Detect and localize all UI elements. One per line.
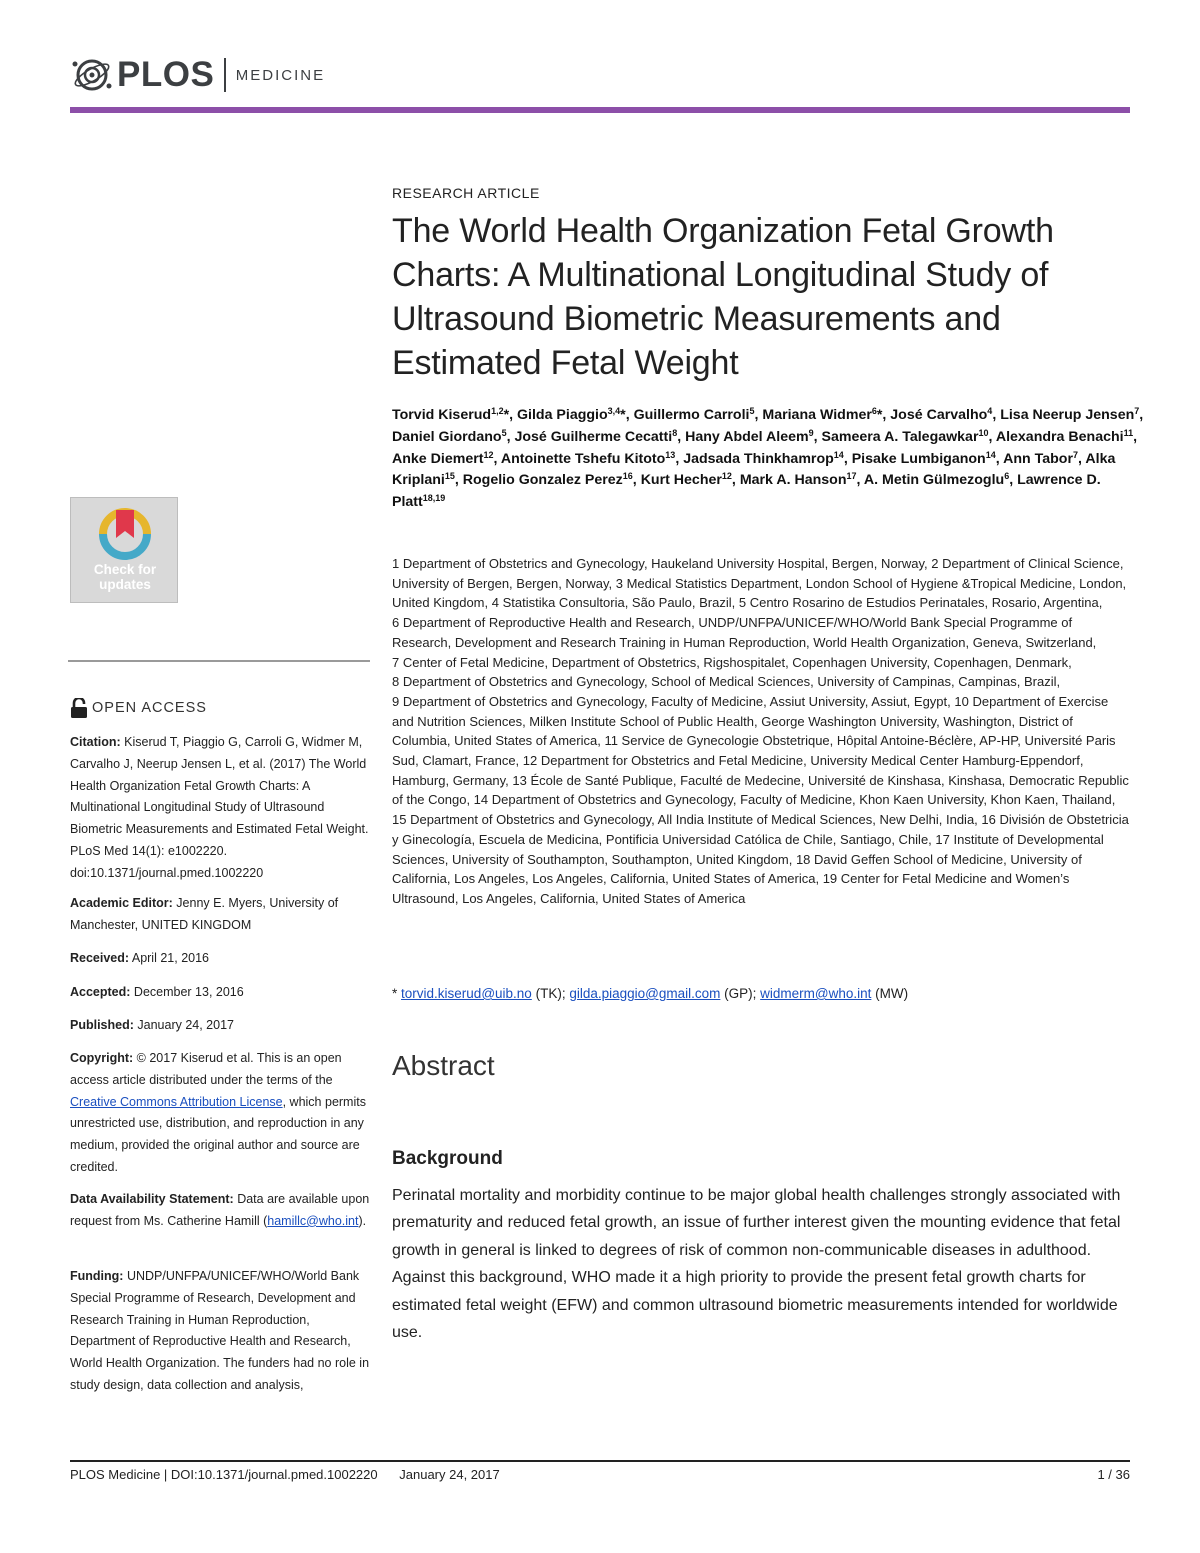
affiliation-text: Centro Rosarino de Estudios Perinatales, Rosario, Argentina, <box>749 595 1103 611</box>
affiliation-number: 8 <box>392 674 403 690</box>
author-affiliation-sup: 7 <box>1134 406 1140 416</box>
author-name[interactable]: Lawrence D. Platt$^{18,19}$ <box>392 472 1101 511</box>
affiliation-item <box>739 595 1102 610</box>
background-paragraph: Perinatal mortality and morbidity continue to be major global health challenges strongly associated with prematurity and reduced fetal growth, an issue of further interest given the mounting evidence that fetal growth in general is linked to degrees of risk of common non-communicable diseases in adulthood. Against this background, WHO made it a high priority to provide the present fetal growth charts for estimated fetal weight (EFW) and common ultrasound biometric measurements intended for worldwide use. <box>392 1187 1121 1342</box>
author-name[interactable]: Torvid Kiserud$^{1,2}$* <box>392 406 510 423</box>
author-name[interactable]: Antoinette Tshefu Kitoto$^{13}$ <box>500 449 676 467</box>
email-link-gp[interactable]: gilda.piaggio@gmail.com <box>569 986 721 1001</box>
affiliation-text: Department of Clinical Science, University of Bergen, Bergen, Norway, <box>392 556 1124 591</box>
check-for-updates-badge[interactable] <box>70 497 178 603</box>
author-affiliation-sup: 5 <box>501 427 507 438</box>
author-affiliation-sup: 10 <box>978 427 989 438</box>
affiliation-text: Department for Obstetrics and Fetal Medicine, University Medical Center Hamburg-Eppendorf, Hamburg, Germany, <box>392 753 1084 788</box>
published-date: January 24, 2017 <box>137 1018 234 1032</box>
author-name[interactable]: Ann Tabor$^7$ <box>1003 449 1079 467</box>
affiliation-text: David Geffen School of Medicine, University of California, Los Angeles, Los Angeles, California, United States of America, <box>392 851 1082 887</box>
affiliation-text: División de Obstetricia y Ginecología, Escuela de Medicina, Pontificia Universidad Católica de Chile, Santiago, Chile, <box>392 812 1129 847</box>
author-name[interactable]: Hany Abdel Aleem$^9$ <box>685 427 814 445</box>
affiliation-number: 16 <box>981 812 1000 828</box>
author-affiliation-sup: 6 <box>871 406 877 416</box>
received-block <box>70 948 370 970</box>
footer-doi: PLOS Medicine | DOI:10.1371/journal.pmed.1002220 <box>70 1467 378 1482</box>
affiliation-list <box>392 554 1132 909</box>
affiliation-number: 11 <box>604 733 622 749</box>
data-contact-email-link[interactable]: hamillc@who.int <box>267 1213 359 1228</box>
affiliation-number: 2 <box>931 556 943 571</box>
author-affiliation-sup: 18,19 <box>422 493 446 504</box>
journal-name: MEDICINE <box>235 67 326 84</box>
received-date: April 21, 2016 <box>131 951 209 965</box>
open-lock-icon <box>70 698 88 718</box>
published-label: Published: <box>70 1018 134 1032</box>
received-label: Received: <box>70 951 130 965</box>
affiliation-number: 17 <box>935 831 954 847</box>
author-name[interactable]: Mariana Widmer$^6$* <box>762 406 883 423</box>
accepted-block <box>70 982 370 1004</box>
affiliation-item <box>392 655 1072 670</box>
email-tag-gp: (GP); <box>724 986 757 1001</box>
email-tag-tk: (TK); <box>535 986 566 1001</box>
corresponding-author-mark: * <box>620 407 626 423</box>
open-access-badge <box>70 698 207 718</box>
affiliation-text: Institute of Developmental Sciences, University of Southampton, Southampton, United Kingdom, <box>392 831 1104 867</box>
affiliation-number: 13 <box>512 772 531 788</box>
affiliation-number: 3 <box>615 575 627 591</box>
author-name[interactable]: Mark A. Hanson$^{17}$ <box>739 471 857 489</box>
author-affiliation-sup: 6 <box>1004 471 1010 482</box>
footer-rule <box>70 1460 1130 1462</box>
affiliation-number: 10 <box>954 693 973 709</box>
author-affiliation-sup: 5 <box>749 406 755 416</box>
academic-editor-label: Academic Editor: <box>70 896 173 910</box>
crossmark-label: Check for updates <box>93 562 157 592</box>
affiliation-number: 14 <box>473 792 492 808</box>
affiliation-text: Department of Obstetrics and Gynecology, Faculty of Medicine, Assiut University, Assiut, Egypt, <box>402 693 955 709</box>
author-name[interactable]: Jadsada Thinkhamrop$^{14}$ <box>683 449 844 467</box>
author-name[interactable]: Rogelio Gonzalez Perez$^{16}$ <box>462 471 633 489</box>
affiliation-item <box>492 595 739 610</box>
article-title: The World Health Organization Fetal Growth Charts: A Multinational Longitudinal Study of Ultrasound Biometric Measurements and Estimated Fetal Weight <box>392 212 1054 382</box>
author-affiliation-sup: 17 <box>846 471 857 482</box>
author-affiliation-sup: 12 <box>721 471 732 482</box>
affiliation-text: Statistika Consultoria, São Paulo, Brazil, <box>502 595 739 611</box>
affiliation-item <box>474 792 1116 807</box>
plos-logo[interactable] <box>70 54 325 96</box>
affiliation-text: École de Santé Publique, Faculté de Medecine, Université de Kinshasa, Kinshasa, Democratic Republic of the Congo, <box>392 772 1129 808</box>
author-affiliation-sup: 12 <box>483 449 494 460</box>
affiliation-number: 9 <box>392 693 403 709</box>
author-name[interactable]: Anke Diemert$^{12}$ <box>392 449 494 467</box>
author-affiliation-sup: 14 <box>833 449 844 460</box>
data-availability-end: ). <box>358 1213 367 1228</box>
crossmark-icon <box>71 498 179 562</box>
copyright-block <box>70 1048 370 1179</box>
author-name[interactable]: Pisake Lumbiganon$^{14}$ <box>851 449 996 467</box>
funding-block <box>70 1266 370 1397</box>
data-availability-block <box>70 1189 370 1233</box>
author-affiliation-sup: 16 <box>622 471 633 482</box>
data-availability-label: Data Availability Statement: <box>70 1192 234 1206</box>
author-name[interactable]: Guillermo Carroli$^5$ <box>633 406 755 423</box>
header-rule <box>70 107 1130 113</box>
copyright-text-end: , which permits unrestricted use, distribution, and reproduction in any medium, provided the original author and source are credited. <box>70 1094 366 1174</box>
email-link-tk[interactable]: torvid.kiserud@uib.no <box>401 986 532 1001</box>
affiliation-number: 7 <box>392 654 403 670</box>
corresponding-star: * <box>392 986 398 1001</box>
logo-divider <box>224 58 226 92</box>
affiliation-item <box>392 812 981 827</box>
email-tag-mw: (MW) <box>875 986 909 1001</box>
affiliation-text: Department of Obstetrics and Gynecology, Faculty of Medicine, Khon Kaen University, Khon Kaen, Thailand, <box>491 792 1116 808</box>
affiliation-text: Department of Obstetrics and Gynecology, All India Institute of Medical Sciences, New Delhi, India, <box>410 812 982 828</box>
author-name[interactable]: Gilda Piaggio$^{3,4}$* <box>517 406 626 423</box>
affiliation-number: 12 <box>522 753 541 769</box>
published-block <box>70 1015 370 1037</box>
sidebar-rule <box>68 660 370 662</box>
author-affiliation-sup: 11 <box>1123 427 1134 438</box>
author-name[interactable]: A. Metin Gülmezoglu$^6$ <box>863 471 1010 489</box>
footer-date: January 24, 2017 <box>399 1467 500 1482</box>
affiliation-number: 15 <box>392 812 411 828</box>
affiliation-text: Department of Reproductive Health and Research, UNDP/UNFPA/UNICEF/WHO/World Bank Special Programme of Research, Development and Research Training in Human Reproduction, World Health Organization, Geneva, Switzerland, <box>392 615 1097 650</box>
copyright-text: © 2017 Kiserud et al. This is an open access article distributed under the terms of the <box>70 1051 342 1087</box>
background-heading: Background <box>392 1148 503 1169</box>
author-name[interactable]: José Guilherme Cecatti$^8$ <box>514 427 678 445</box>
affiliation-number: 1 <box>392 556 403 571</box>
academic-editor-block <box>70 893 370 937</box>
open-access-label: OPEN ACCESS <box>92 700 207 716</box>
citation-label: Citation: <box>70 735 121 749</box>
citation-text: Kiserud T, Piaggio G, Carroli G, Widmer M, Carvalho J, Neerup Jensen L, et al. (2017) The World Health Organization Fetal Growth Charts: A Multinational Longitudinal Study of Ultrasound Biometric Measurements and Estimated Fetal Weight. PLoS Med 14(1): e1002220. doi:10.1371/journal.pmed.1002220 <box>70 735 369 880</box>
accepted-date: December 13, 2016 <box>133 985 244 999</box>
citation-block <box>70 732 370 885</box>
affiliation-number: 5 <box>738 595 750 611</box>
copyright-label: Copyright: <box>70 1051 134 1065</box>
email-link-mw[interactable]: widmerm@who.int <box>760 986 872 1001</box>
affiliation-item <box>392 694 954 709</box>
plos-wordmark: PLOS <box>117 55 215 94</box>
affiliation-text: Medical Statistics Department, London School of Hygiene &Tropical Medicine, London, United Kingdom, <box>392 575 1127 611</box>
affiliation-item <box>392 556 931 571</box>
author-affiliation-sup: 9 <box>808 427 814 438</box>
author-name[interactable]: Daniel Giordano$^5$ <box>392 427 507 445</box>
affiliation-item <box>392 615 1096 650</box>
author-affiliation-sup: 4 <box>987 406 993 416</box>
affiliation-text: Center for Fetal Medicine and Women’s Ultrasound, Los Angeles, California, United States of America <box>392 871 1070 906</box>
affiliation-number: 18 <box>795 851 815 867</box>
author-name[interactable]: José Carvalho$^4$ <box>890 406 993 423</box>
corresponding-author-mark: * <box>876 407 883 423</box>
author-affiliation-sup: 3,4 <box>607 406 621 416</box>
data-availability-text: Data are available upon request from Ms. Catherine Hamill ( <box>70 1192 370 1228</box>
affiliation-number: 19 <box>822 871 841 887</box>
affiliation-text: Service de Gynecologie Obstetrique, Hôpital Antoine-Béclère, AP-HP, Université Paris Sud, Clamart, France, <box>392 733 1116 769</box>
affiliation-number: 6 <box>392 615 403 631</box>
article-type: RESEARCH ARTICLE <box>392 185 540 201</box>
affiliation-text: Department of Exercise and Nutrition Sciences, Milken Institute School of Public Health, George Washington University, Washington, District of Columbia, United States of America, <box>392 693 1109 749</box>
abstract-heading: Abstract <box>392 1050 495 1081</box>
corresponding-author-mark: * <box>503 407 510 423</box>
author-name[interactable]: Kurt Hecher$^{12}$ <box>640 471 732 489</box>
funding-label: Funding: <box>70 1269 124 1283</box>
accepted-label: Accepted: <box>70 985 131 999</box>
author-affiliation-sup: 7 <box>1073 449 1079 460</box>
academic-editor-text: Jenny E. Myers, University of Manchester, UNITED KINGDOM <box>70 896 339 932</box>
footer-citation <box>70 1467 500 1482</box>
author-name[interactable]: Sameera A. Talegawkar$^{10}$ <box>821 427 989 445</box>
page-number: 1 / 36 <box>1097 1467 1130 1482</box>
author-affiliation-sup: 15 <box>444 471 455 482</box>
affiliation-text: Department of Obstetrics and Gynecology, School of Medical Sciences, University of Campinas, Campinas, Brazil, <box>402 674 1061 690</box>
author-name[interactable]: Alka Kriplani$^{15}$ <box>392 450 1116 489</box>
author-affiliation-sup: 1,2 <box>491 406 504 416</box>
author-name[interactable]: Lisa Neerup Jensen$^7$ <box>1000 406 1140 423</box>
affiliation-text: Center of Fetal Medicine, Department of Obstetrics, Rigshospitalet, Copenhagen University, Copenhagen, Denmark, <box>402 654 1072 670</box>
affiliation-item <box>392 674 1060 689</box>
author-affiliation-sup: 13 <box>665 449 676 460</box>
affiliation-text: Department of Obstetrics and Gynecology, Haukeland University Hospital, Bergen, Norway, <box>402 556 932 571</box>
affiliation-number: 4 <box>491 595 503 611</box>
author-affiliation-sup: 14 <box>985 449 996 460</box>
author-name[interactable]: Alexandra Benachi$^{11}$ <box>995 427 1134 445</box>
cc-license-link[interactable]: Creative Commons Attribution License <box>70 1094 283 1109</box>
author-list: Torvid Kiserud$^{1,2}$*, Gilda Piaggio$^{3,4}$*, Guillermo Carroli$^5$, Mariana Widmer$^6$*, José Carvalho$^4$, Lisa Neerup Jensen$^7$, Daniel Giordano$^5$, José Guilherme Cecatti$^8$, Hany Abdel Aleem$^9$, Sameera A. Talegawkar$^{10}$, Alexandra Benachi$^{11}$, Anke Diemert$^{12}$, Antoinette Tshefu Kitoto$^{13}$, Jadsada Thinkhamrop$^{14}$, Pisake Lumbiganon$^{14}$, Ann Tabor$^7$, Alka Kriplani$^{15}$, Rogelio Gonzalez Perez$^{16}$, Kurt Hecher$^{12}$, Mark A. Hanson$^{17}$, A. Metin Gülmezoglu$^6$, Lawrence D. Platt$^{18,19}$ <box>392 406 1144 511</box>
author-affiliation-sup: 8 <box>672 427 678 438</box>
correspondence <box>392 984 1137 1004</box>
plos-logo-icon <box>70 55 114 95</box>
funding-text: UNDP/UNFPA/UNICEF/WHO/World Bank Special Programme of Research, Development and Research Training in Human Reproduction, Department of Reproductive Health and Research, World Health Organization. The funders had no role in study design, data collection and analysis, <box>70 1269 370 1392</box>
